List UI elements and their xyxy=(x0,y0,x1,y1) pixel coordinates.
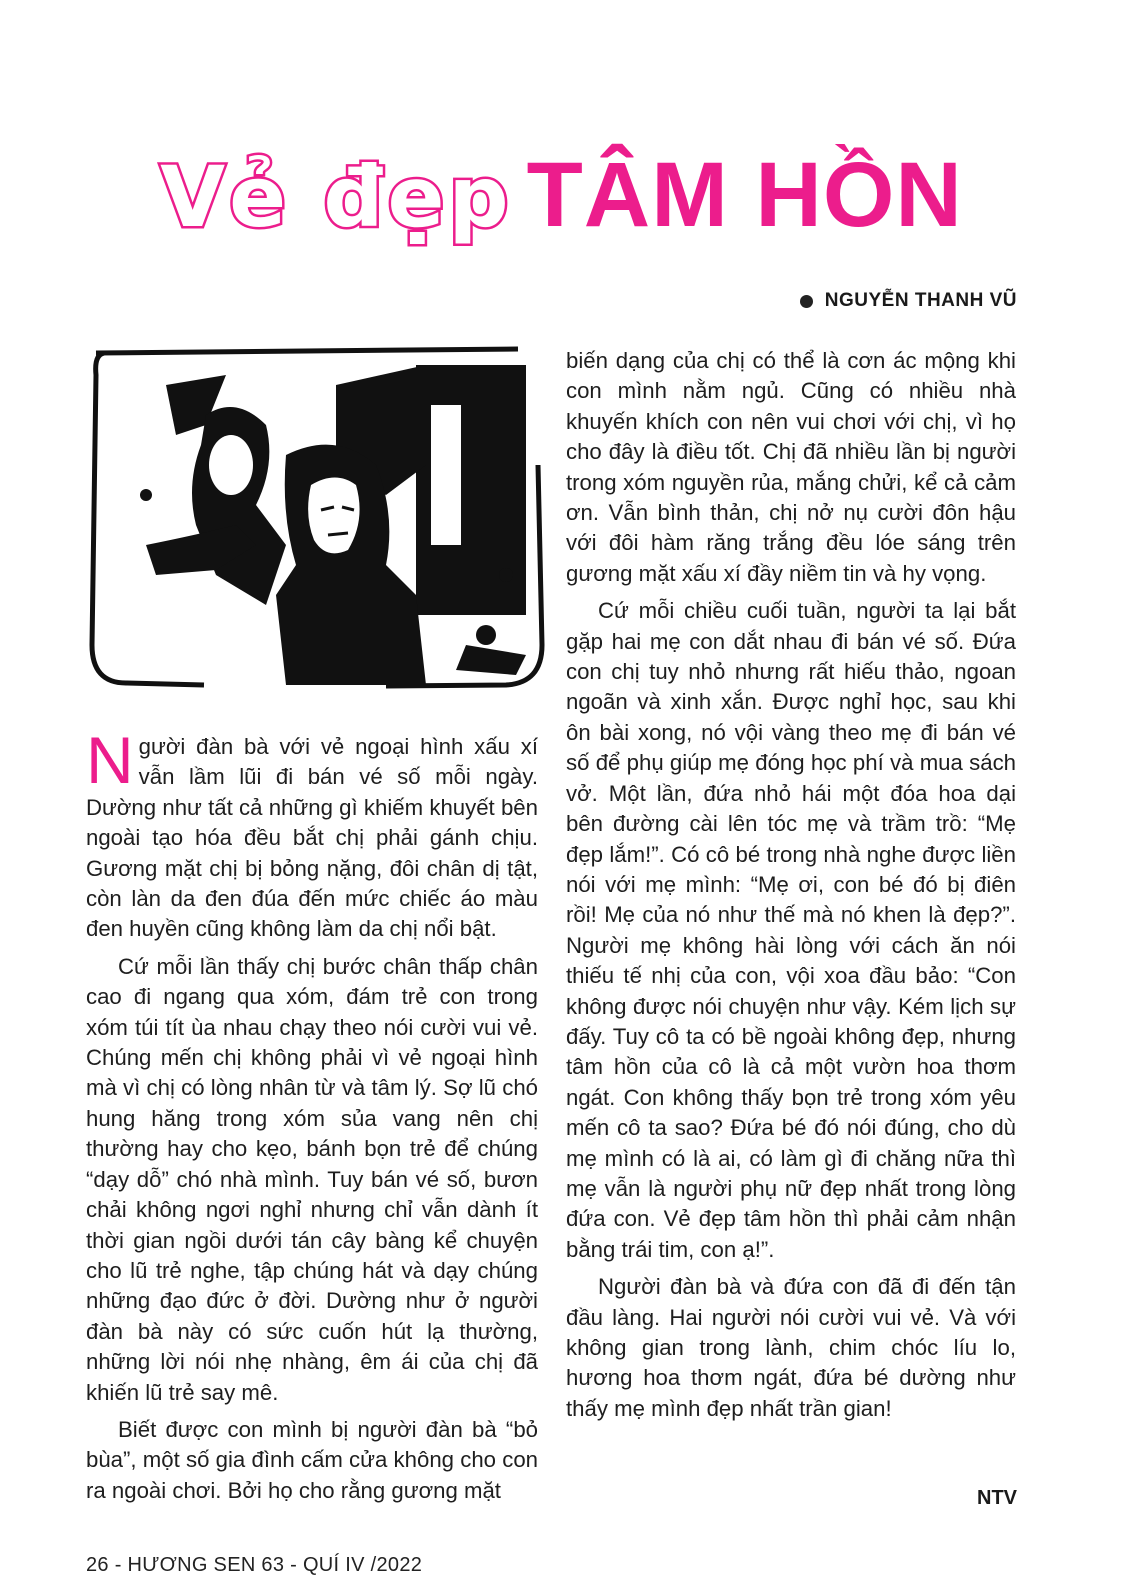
right-column xyxy=(566,346,1016,1431)
paragraph xyxy=(86,723,538,945)
paragraph: biến dạng của chị có thể là cơn ác mộng khi con mình nằm ngủ. Cũng có nhiều nhà khuyến khích con nên vui chơi với chị, vì họ cho đây là điều tốt. Chị đã nhiều lần bị người trong xóm nguyền rủa, mắng chửi, kể cả cảm ơn. Vẫn bình thản, chị nở nụ cười đôn hậu với đôi hàm răng trắng đều lóe sáng trên gương mặt xấu xí đầy niềm tin và hy vọng. xyxy=(566,348,1016,586)
left-column xyxy=(86,723,538,1513)
author-signature: NTV xyxy=(977,1487,1017,1509)
paragraph: Cứ mỗi chiều cuối tuần, người ta lại bắt gặp hai mẹ con dắt nhau đi bán vé số. Đứa con chị tuy nhỏ nhưng rất hiếu thảo, ngoan ngoãn và xinh xắn. Được nghỉ học, sau khi ôn bài xong, nó vội vàng theo mẹ đi bán vé số để phụ giúp mẹ đóng học phí và mua sách vở. Một lần, đứa nhỏ hái một đóa hoa dại bên đường cài lên tóc mẹ và trầm trồ: “Mẹ đẹp lắm!”. Có cô bé trong nhà nghe được liền nói với mẹ mình: “Mẹ ơi, con bé đó bị điên rồi! Mẹ của nó như thế mà nó khen là đẹp?”. Người mẹ không hài lòng với cách ăn nói thiếu tế nhị của con, vội xoa đầu bảo: “Con không được nói chuyện như vậy. Kém lịch sự đấy. Tuy cô ta có bề ngoài không đẹp, nhưng tâm hồn của cô là cả một vườn hoa thơm ngát. Con không thấy bọn trẻ trong xóm yêu mến cô ta sao? Đứa bé đó nói đúng, cho dù mẹ mình có là ai, có làm gì đi chăng nữa thì mẹ vẫn là người phụ nữ đẹp nhất trong lòng đứa con. Vẻ đẹp tâm hồn thì phải cảm nhận bằng trái tim, con ạ!”. xyxy=(566,598,1016,1262)
byline xyxy=(800,290,1017,312)
bullet-icon xyxy=(800,295,813,308)
title-caps-part: TÂM HỒN xyxy=(526,144,963,247)
drop-cap: N xyxy=(86,723,134,797)
paragraph-text: gười đàn bà với vẻ ngoại hình xấu xí vẫn lầm lũi đi bán vé số mỗi ngày. Dường như tất cả những gì khiếm khuyết bên ngoài tạo hóa đều bắt chị phải gánh chịu. Gương mặt chị bị bỏng nặng, đôi chân dị tật, còn làn da đen đúa đến mức chiếc áo màu đen huyền cũng không làm da chị nổi bật. xyxy=(86,734,538,942)
paragraph: Người đàn bà và đứa con đã đi đến tận đầu làng. Hai người nói cười vui vẻ. Và với không gian trong lành, chim chóc líu lo, hương hoa thơm ngát, đứa bé dường như thấy mẹ mình đẹp nhất trần gian! xyxy=(566,1274,1016,1421)
paragraph: Biết được con mình bị người đàn bà “bỏ bùa”, một số gia đình cấm cửa không cho con ra ngoài chơi. Bởi họ cho rằng gương mặt xyxy=(86,1416,538,1503)
title-script-part: Vẻ đẹp xyxy=(160,148,513,247)
article-title xyxy=(0,143,1123,248)
illustration-image xyxy=(86,345,546,690)
page-footer: 26 - HƯƠNG SEN 63 - QUÍ IV /2022 xyxy=(86,1554,423,1576)
paragraph: Cứ mỗi lần thấy chị bước chân thấp chân cao đi ngang qua xóm, đám trẻ con trong xóm túi tít ùa nhau chạy theo nói cười vui vẻ. Chúng mến chị không phải vì vẻ ngoại hình mà vì chị có lòng nhân từ và tâm lý. Sợ lũ chó hung hăng trong xóm sủa vang nên chị thường hay cho kẹo, bánh bọn trẻ để chúng “dạy dỗ” chó nhà mình. Tuy bán vé số, bươn chải không ngơi nghỉ nhưng chỉ vẫn dành ít thời gian ngồi dưới tán cây bàng kể chuyện cho lũ trẻ nghe, tập chúng hát và dạy chúng những đạo đức ở đời. Dường như ở người đàn bà này có sức cuốn hút lạ thường, những lời nói nhẹ nhàng, êm ái của chị đã khiến lũ trẻ say mê. xyxy=(86,953,538,1405)
author-name: NGUYỄN THANH VŨ xyxy=(824,290,1017,311)
article-illustration xyxy=(86,345,546,690)
